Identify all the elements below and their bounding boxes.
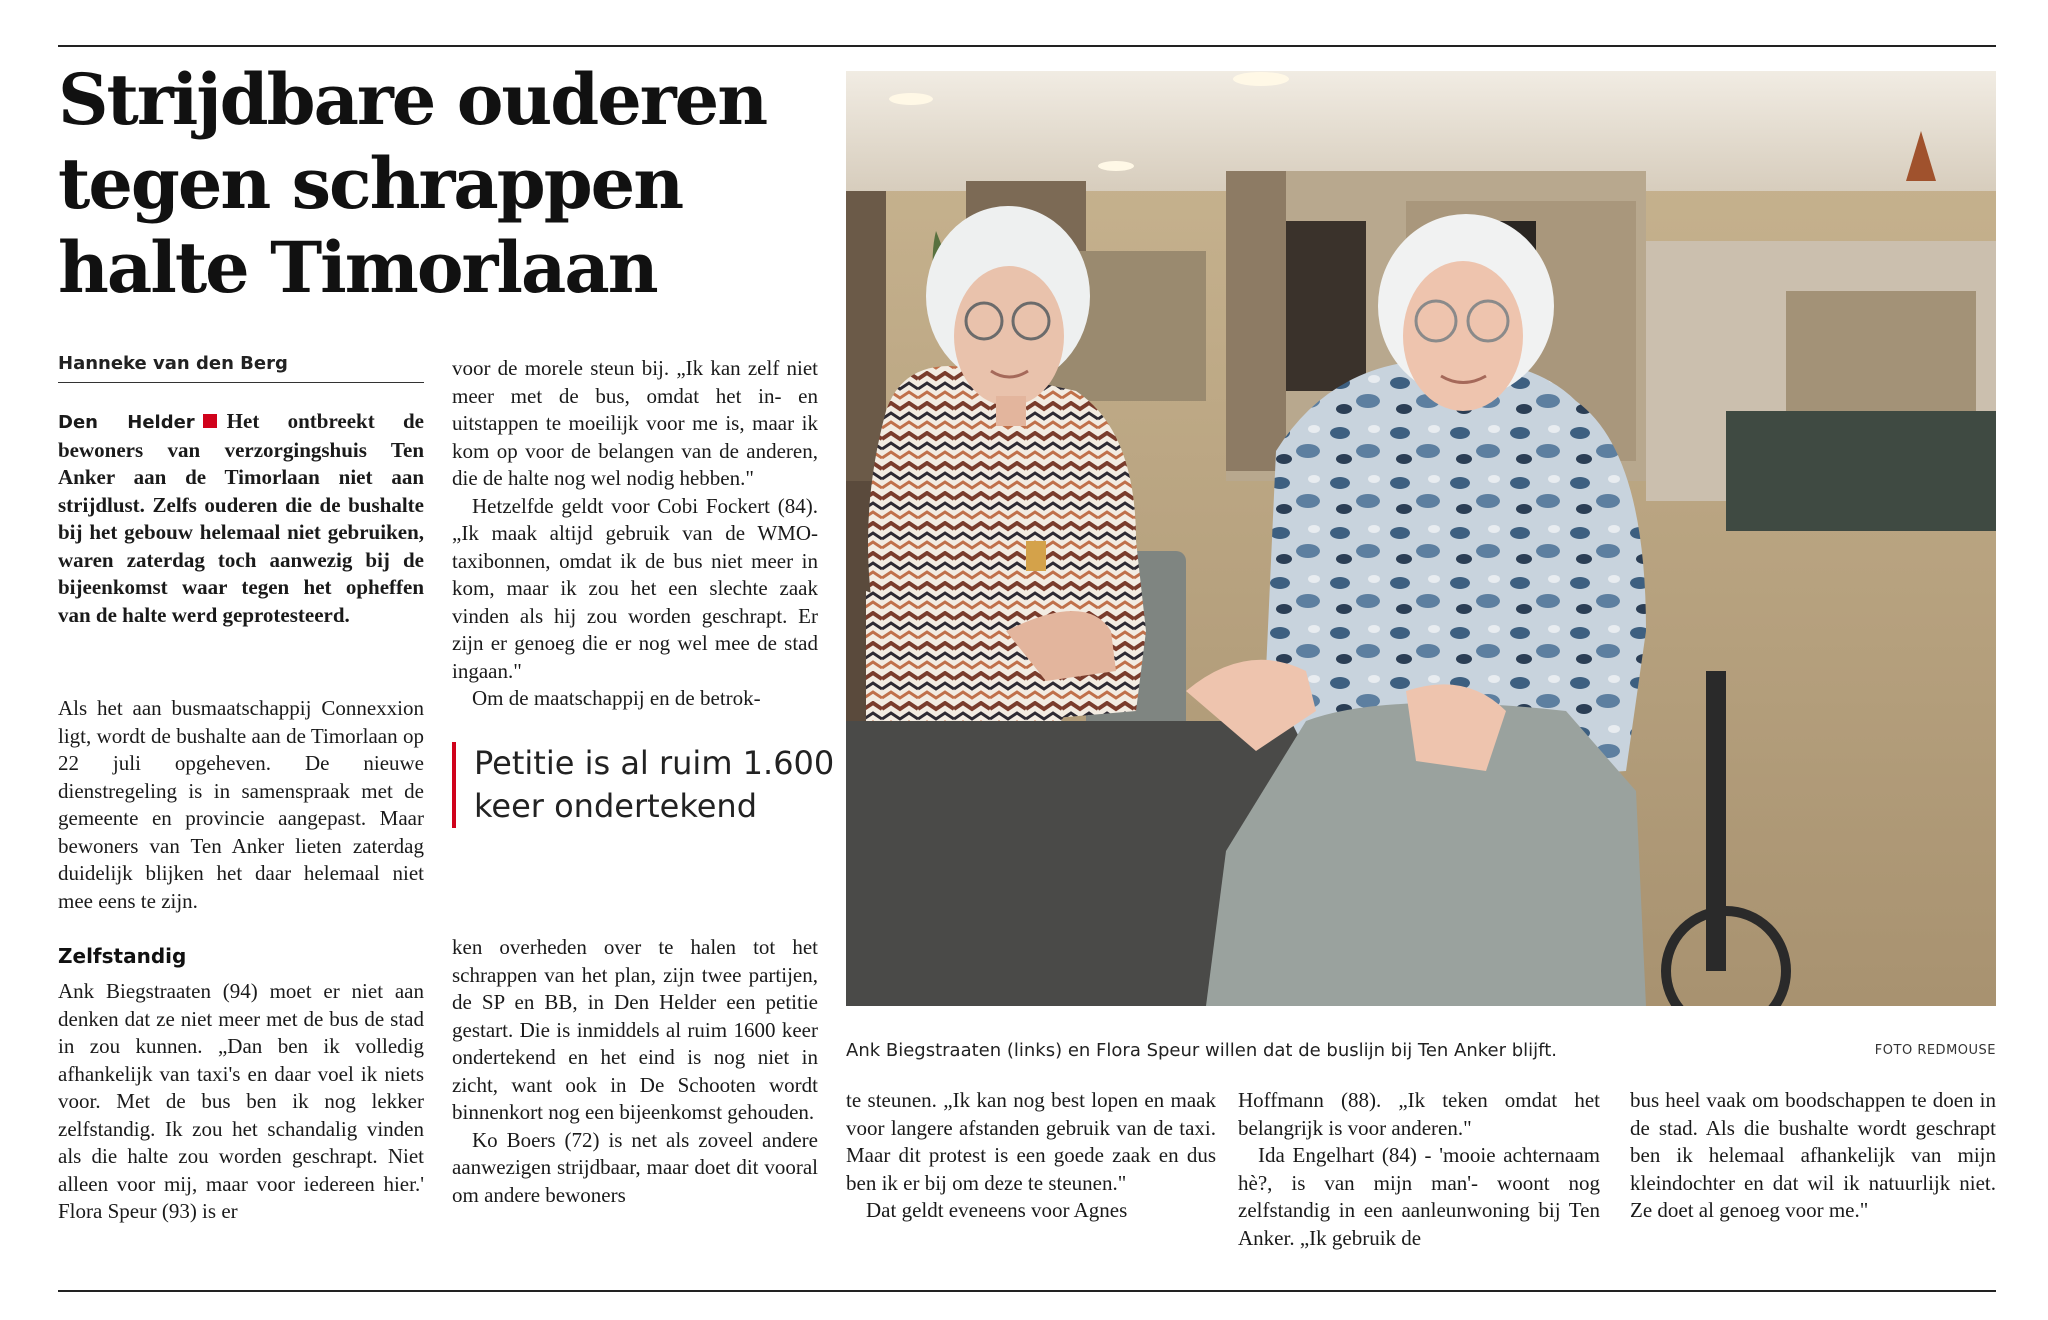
column-5 (1630, 1087, 1996, 1225)
paragraph: Ida Engelhart (84) - 'mooie achternaam hè?, is van mijn man'- woont nog zelfstandig in een aanleunwoning bij Ten Anker. „Ik gebruik de (1238, 1143, 1600, 1250)
headline: Strijdbare ouderen tegen schrappen halte Timorlaan (58, 58, 767, 309)
paragraph: Ank Biegstraaten (94) moet er niet aan denken dat ze niet meer met de bus de stad in zou kunnen. „Dan ben ik volledig afhankelijk van taxi's en daar voel ik niets voor. Met de bus ben ik nog lekker zelfstandig. Ik zou het schandalig vinden als die halte zou worden geschrapt. Niet alleen voor mij, maar voor iedereen hier.' Flora Speur (93) is er (58, 979, 424, 1223)
photo-illustration (846, 71, 1996, 1006)
column-2-bottom (452, 934, 818, 1209)
photo-credit: FOTO REDMOUSE (1874, 1043, 1996, 1058)
pull-quote: Petitie is al ruim 1.600 keer ondertekend (452, 742, 854, 828)
paragraph: Als het aan busmaatschappij Connexxion ligt, wordt de bushalte aan de Timorlaan op 22 juli opgeheven. De nieuwe dienstregeling is in samenspraak met de gemeente en provincie aangepast. Maar bewoners van Ten Anker lieten zaterdag duidelijk blijken het daar helemaal niet mee eens te zijn. (58, 696, 424, 913)
paragraph: bus heel vaak om boodschappen te doen in de stad. Als die bushalte wordt geschrapt ben ik helemaal afhankelijk van mijn kleindochter en dat wil ik natuurlijk niet. Ze doet al genoeg voor me." (1630, 1088, 1996, 1222)
byline: Hanneke van den Berg (58, 353, 424, 383)
paragraph: ken overheden over te halen tot het schrappen van het plan, zijn twee partijen, de SP en BB, in Den Helder een petitie gestart. Die is inmiddels al ruim 1600 keer ondertekend en het eind is nog niet in zicht, want ook in De Schooten wordt binnenkort nog een bijeenkomst gehouden. (452, 935, 818, 1124)
paragraph: Hetzelfde geldt voor Cobi Fockert (84). „Ik maak altijd gebruik van de WMO-taxibonnen, omdat ik de bus niet meer in kom, maar ik zou het een slechte zaak vinden als hij zou worden geschrapt. Er zijn er genoeg die er nog wel mee de stad ingaan." (452, 493, 818, 683)
paragraph: Dat geldt eveneens voor Agnes (866, 1198, 1128, 1222)
lead-text: Het ontbreekt de bewoners van verzorgingshuis Ten Anker aan de Timorlaan niet aan strijdlust. Zelfs ouderen die de bushalte bij het gebouw helemaal niet gebruiken, waren zaterdag toch aanwezig bij de bijeenkomst waar tegen het opheffen van de halte werd geprotesteerd. (58, 409, 424, 627)
paragraph: te steunen. „Ik kan nog best lopen en maak voor langere afstanden gebruik van de taxi. Maar dit protest is een goede zaak en dus ben ik er bij om deze te steunen." (846, 1088, 1216, 1195)
column-4 (1238, 1087, 1600, 1252)
column-1-bottom (58, 978, 424, 1226)
paragraph: Ko Boers (72) is net als zoveel andere aanwezigen strijdbaar, maar doet dit vooral om andere bewoners (452, 1127, 818, 1207)
top-rule (58, 45, 1996, 47)
red-square-icon (203, 414, 217, 428)
column-3 (846, 1087, 1216, 1225)
dateline: Den Helder (58, 412, 195, 433)
paragraph: voor de morele steun bij. „Ik kan zelf niet meer met de bus, omdat het in- en uitstappen te moeilijk voor me is, maar ik kom op voor de belangen van de anderen, die de halte nog wel nodig hebben." (452, 356, 818, 490)
article-photo (846, 71, 1996, 1006)
subheading: Zelfstandig (58, 944, 187, 968)
bottom-rule (58, 1290, 1996, 1292)
lead-paragraph (58, 408, 424, 629)
paragraph: Hoffmann (88). „Ik teken omdat het belangrijk is voor anderen." (1238, 1088, 1600, 1140)
column-2-top (452, 355, 818, 713)
column-1-top (58, 695, 424, 915)
photo-caption: Ank Biegstraaten (links) en Flora Speur willen dat de buslijn bij Ten Anker blijft. (846, 1040, 1557, 1061)
paragraph: Om de maatschappij en de betrok- (472, 686, 761, 710)
